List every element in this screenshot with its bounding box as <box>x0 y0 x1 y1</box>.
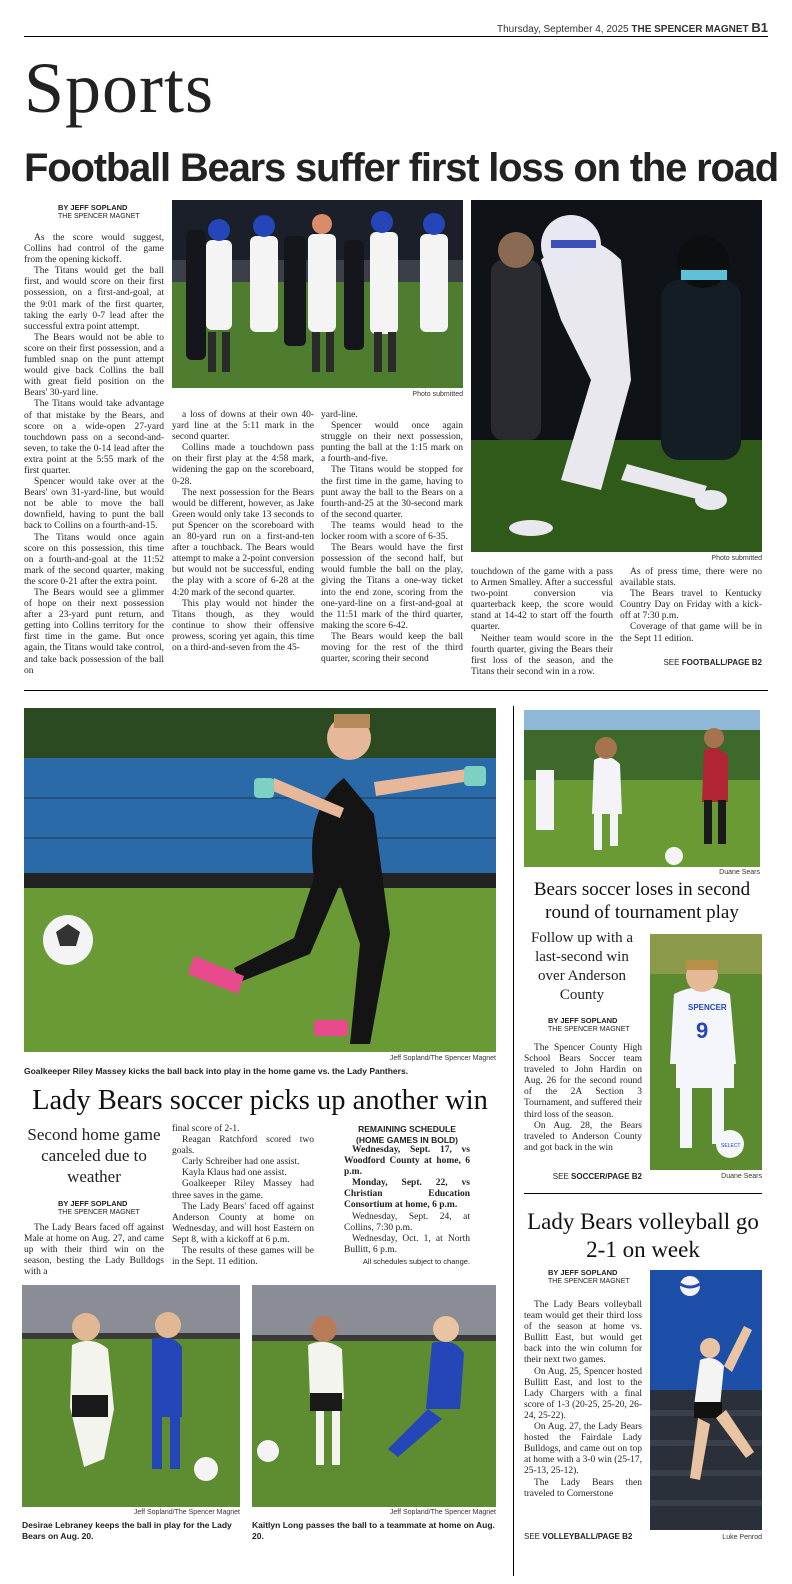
football-photo-runner <box>471 200 762 552</box>
football-headline: Football Bears suffer first loss on the road <box>24 146 778 190</box>
header-page: B1 <box>751 20 768 35</box>
lady-soccer-photo-lebraney <box>22 1285 240 1507</box>
volleyball-photo <box>650 1270 762 1530</box>
volleyball-headline: Lady Bears volleyball go 2-1 on week <box>527 1209 759 1262</box>
lady-soccer-schedule <box>344 1124 470 1274</box>
paragraph: This play would not hinder the Titans though, as they would continue to show their offensive prowess, scoring yet again, this time on a third-and-seven from the 45- <box>172 598 314 653</box>
paragraph: The Spencer County High School Bears Soccer team traveled to John Hardin on Aug. 26 for the second round of the 2A Section 3 Tournament, and suffered their third loss of the season. <box>524 1043 642 1120</box>
paragraph: Spencer would once again struggle on their next possession, punting the ball at the 1:15 mark on a fourth-and-five. <box>321 421 463 465</box>
boys-soccer-divider <box>524 1193 762 1194</box>
lady-soccer-photo-credit: Jeff Sopland/The Spencer Magnet <box>389 1055 496 1062</box>
football-byline <box>58 203 140 221</box>
jersey-number: 9 <box>696 1018 709 1043</box>
paragraph: The Bears would have the first possession of the second half, but would fumble the ball on the play, giving the Titans a one-way ticket into the end zone, scoring from the one-yard-line on a first-and-goal at the 11:51 mark of the third quarter, making the score 6-42. <box>321 543 463 631</box>
football-photo1-credit: Photo submitted <box>412 391 463 398</box>
byline-org: THE SPENCER MAGNET <box>58 213 140 220</box>
lady-soccer-photo-long <box>252 1285 496 1507</box>
schedule-item: Monday, Sept. 22, vs Christian Education Consortium at home, 6 p.m. <box>344 1178 470 1211</box>
byline-org: THE SPENCER MAGNET <box>548 1026 630 1033</box>
byline-org: THE SPENCER MAGNET <box>548 1278 630 1285</box>
see-label: SEE <box>524 1532 541 1541</box>
paragraph: Reagan Ratchford scored two goals. <box>172 1135 314 1157</box>
section-title: Sports <box>24 48 215 128</box>
football-jump <box>620 658 762 667</box>
paragraph: The teams would head to the locker room with a score of 6-35. <box>321 520 463 543</box>
paragraph: The Lady Bears' faced off against Anderson County at home on Wednesday, and will host Eastern on Sept 8, with a kickoff at 6 p.m. <box>172 1201 314 1245</box>
paragraph: As of press time, there were no available stats. <box>620 567 762 589</box>
lady-soccer-column-2 <box>172 1124 314 1274</box>
football-column-4 <box>471 567 613 677</box>
boys-soccer-byline <box>548 1016 630 1034</box>
paragraph: Neither team would score in the fourth quarter, giving the Bears their first loss of the season, and the Titans their second win in a row. <box>471 633 613 677</box>
football-column-5 <box>620 567 762 647</box>
lady-soccer-byline <box>58 1199 140 1217</box>
header-date: Thursday, September 4, 2025 <box>497 24 629 35</box>
football-column-3 <box>321 410 463 666</box>
boys-soccer-headline: Bears soccer loses in second round of tournament play <box>533 879 751 923</box>
jersey-text: SPENCER <box>688 1003 727 1012</box>
ball-brand: SELECT <box>721 1143 741 1149</box>
lady-soccer-caption3: Kaitlyn Long passes the ball to a teammate at home on Aug. 20. <box>252 1520 495 1541</box>
column-divider <box>513 706 514 1576</box>
lady-soccer-deck: Second home game canceled due to weather <box>27 1125 161 1186</box>
paragraph: final score of 2-1. <box>172 1124 240 1134</box>
paragraph: Spencer would take over at the Bears' own 31-yard-line, but would not be able to move the ball downfield, having to punt the ball back to Collins on a fourth-and-15. <box>24 477 164 532</box>
boys-soccer-photo-credit: Duane Sears <box>719 869 760 876</box>
lady-soccer-headline: Lady Bears soccer picks up another win <box>32 1085 488 1116</box>
paragraph: The Lady Bears volleyball team would get their third loss of the season at home vs. Bullitt East, but would get back into the win column for their next two games. <box>524 1300 642 1366</box>
paragraph: yard-line. <box>321 410 358 420</box>
byline-author: BY JEFF SOPLAND <box>58 1199 128 1208</box>
volleyball-photo-credit: Luke Penrod <box>722 1534 762 1541</box>
byline-author: BY JEFF SOPLAND <box>548 1268 618 1277</box>
paragraph: As the score would suggest, Collins had control of the game from the opening kickoff. <box>24 233 164 266</box>
jump-label: VOLLEYBALL/PAGE B2 <box>542 1532 633 1541</box>
paragraph: Kayla Klaus had one assist. <box>182 1168 287 1179</box>
paragraph: The Titans would get the ball first, and would score on their first possession, on a first-and-goal, at the 9:01 mark of the first quarter, taking the early 0-7 lead after the successful extra point attempt. <box>24 266 164 332</box>
boys-soccer-photo2-credit: Duane Sears <box>721 1173 762 1180</box>
football-photo2-credit: Photo submitted <box>711 555 762 562</box>
section-divider <box>24 690 768 691</box>
paragraph: The Lady Bears faced off against Male at home on Aug. 27, and came up with their third win on the season, besting the Lady Bulldogs with a <box>24 1223 164 1278</box>
paragraph: Collins made a touchdown pass on their first play at the 4:58 mark, widening the gap on the scoreboard, 0-28. <box>172 443 314 487</box>
football-column-1 <box>24 233 164 676</box>
jump-label: SOCCER/PAGE B2 <box>571 1172 642 1181</box>
header-paper: THE SPENCER MAGNET <box>631 24 749 35</box>
lady-soccer-photo-goalkeeper <box>24 708 496 1052</box>
byline-author: BY JEFF SOPLAND <box>58 203 128 212</box>
schedule-item: Wednesday, Sept. 17, vs Woodford County at home, 6 p.m. <box>344 1145 470 1178</box>
see-label: SEE <box>663 658 680 667</box>
paragraph: Carly Schreiber had one assist. <box>182 1157 300 1168</box>
jump-label: FOOTBALL/PAGE B2 <box>681 658 762 667</box>
lady-soccer-photo2-credit: Jeff Sopland/The Spencer Magnet <box>133 1509 240 1516</box>
paragraph: The Bears would keep the ball moving for the rest of the third quarter, scoring their second <box>321 631 463 665</box>
paragraph: Coverage of that game will be in the Sept 11 edition. <box>620 622 762 644</box>
schedule-item: Wednesday, Sept. 24, at Collins, 7:30 p.m. <box>344 1211 470 1233</box>
boys-soccer-jump <box>524 1172 642 1181</box>
schedule-note: All schedules subject to change. <box>362 1256 470 1266</box>
paragraph: The Titans would once again score on this possession, this time on a fourth-and-goal at the 11:52 mark of the second quarter, making the score 0-21 after the extra point. <box>24 532 164 587</box>
boys-soccer-body <box>524 1043 642 1165</box>
football-column-2 <box>172 410 314 666</box>
paragraph: On Aug. 27, the Lady Bears hosted the Fairdale Lady Bulldogs, and came out on top at home with a 3-0 win (25-17, 25-13, 25-12). <box>524 1422 642 1477</box>
paragraph: a loss of downs at their own 40-yard line at the 5:11 mark in the second quarter. <box>172 410 314 443</box>
paragraph: touchdown of the game with a pass to Armen Smalley. After a successful two-point conversion via quarterback keep, the score would stand at 14-42 to start off the fourth quarter. <box>471 567 613 633</box>
paragraph: On Aug. 25, Spencer hosted Bullitt East, and lost to the Lady Chargers with a final score of 1-3 (20-25, 25-20, 26-24, 25-22). <box>524 1366 642 1421</box>
paragraph: The Bears would see a glimmer of hope on their next possession after a 23-yard punt return, and getting into Collins territory for the first time in the game. But once again, the Titans would take control, and take back possession of the ball on <box>24 588 164 676</box>
boys-soccer-photo-player9 <box>650 934 762 1170</box>
lady-soccer-column-1 <box>24 1223 164 1278</box>
schedule-title: REMAINING SCHEDULE (HOME GAMES IN BOLD) <box>356 1124 458 1145</box>
paragraph: Goalkeeper Riley Massey had three saves in the game. <box>172 1179 314 1201</box>
byline-org: THE SPENCER MAGNET <box>58 1209 140 1216</box>
paragraph: The results of these games will be in the Sept. 11 edition. <box>172 1246 314 1268</box>
paragraph: The next possession for the Bears would be different, however, as Jake Green would only take 13 seconds to put Spencer on the scoreboard with an 80-yard run on a first-and-ten after a touchback. The Bears would attempt to make a 2-point conversion but would not be successful, ending the play with a score of 6-28 at the 4:20 mark of the second quarter. <box>172 487 314 598</box>
paragraph: The Titans would be stopped for the first time in the game, having to punt away the ball to the Bears on a fourth-and-25 at the 30-second mark of the second quarter. <box>321 465 463 520</box>
paragraph: The Titans would take advantage of that mistake by the Bears, and score on a wide-open 27-yard touchdown pass on a second-and-seven, to take the 0-14 lead after the extra point at the 5:55 mark of the first quarter. <box>24 399 164 476</box>
volleyball-jump <box>524 1532 642 1541</box>
byline-author: BY JEFF SOPLAND <box>548 1016 618 1025</box>
lady-soccer-photo3-credit: Jeff Sopland/The Spencer Magnet <box>389 1509 496 1516</box>
volleyball-body <box>524 1300 642 1524</box>
schedule-item: Wednesday, Oct. 1, at North Bullitt, 6 p.m. <box>344 1233 470 1255</box>
lady-soccer-caption2: Desirae Lebraney keeps the ball in play for the Lady Bears on Aug. 20. <box>22 1520 232 1541</box>
volleyball-byline <box>548 1268 630 1286</box>
boys-soccer-deck: Follow up with a last-second win over Anderson County <box>530 930 634 1003</box>
see-label: SEE <box>552 1172 569 1181</box>
paragraph: The Lady Bears then traveled to Cornerstone <box>524 1477 642 1499</box>
paragraph: The Bears would not be able to score on their first possession, and a fumbled snap on the punt attempt would give back Collins the ball with great field position on the Bears' 30-yard line. <box>24 332 164 399</box>
football-photo-handshake <box>172 200 463 388</box>
paragraph: The Bears travel to Kentucky Country Day on Friday with a kick-off at 7:30 p.m. <box>620 589 762 622</box>
page-header <box>497 20 768 35</box>
header-rule <box>24 36 768 37</box>
boys-soccer-photo-action <box>524 710 760 867</box>
lady-soccer-caption: Goalkeeper Riley Massey kicks the ball back into play in the home game vs. the Lady Panthers. <box>24 1066 409 1076</box>
paragraph: On Aug. 28, the Bears traveled to Anderson County and got back in the win <box>524 1120 642 1153</box>
